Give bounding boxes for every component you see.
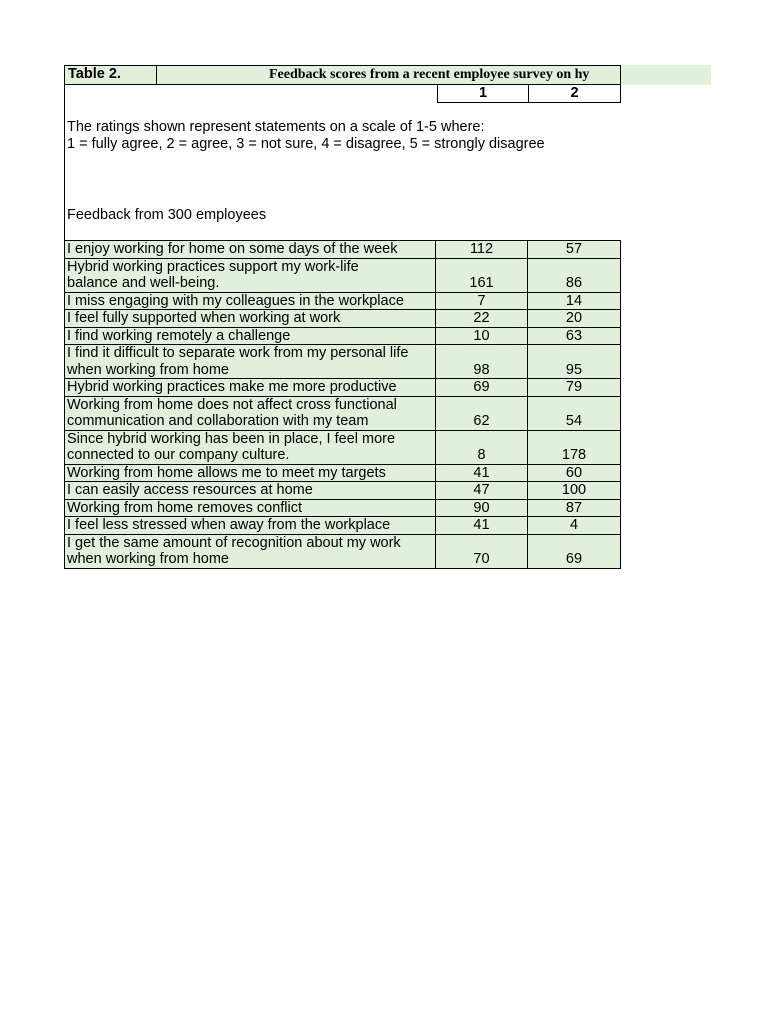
score-agree <box>528 535 620 568</box>
score-value: 100 <box>561 482 587 498</box>
score-fully-agree <box>436 293 528 310</box>
title-highlight-extension <box>621 65 711 85</box>
score-agree <box>528 259 620 292</box>
statement-line: I find working remotely a challenge <box>67 327 291 344</box>
feedback-table <box>64 240 621 569</box>
column-header-1: 1 <box>437 85 529 103</box>
statement-line: communication and collaboration with my team <box>67 413 369 429</box>
table-row <box>65 241 620 259</box>
score-agree <box>528 293 620 310</box>
score-value: 69 <box>473 379 490 395</box>
statement-line: Working from home does not affect cross functional <box>67 396 397 413</box>
table-row <box>65 345 620 379</box>
score-agree <box>528 517 620 534</box>
score-agree <box>528 241 620 258</box>
score-agree <box>528 310 620 327</box>
statement-line: Working from home allows me to meet my targets <box>67 464 386 481</box>
score-agree <box>528 328 620 345</box>
score-value: 22 <box>473 310 490 326</box>
statement-cell <box>65 535 436 568</box>
table-row <box>65 535 620 569</box>
score-value: 57 <box>565 241 583 257</box>
column-header-2: 2 <box>529 85 621 103</box>
statement-cell <box>65 310 436 327</box>
score-fully-agree <box>436 397 528 430</box>
statement-line: Hybrid working practices support my work-life <box>67 258 359 275</box>
score-agree <box>528 431 620 464</box>
score-value: 70 <box>473 551 490 567</box>
score-value: 8 <box>477 447 486 463</box>
statement-line: I enjoy working for home on some days of the week <box>67 241 398 257</box>
score-value: 69 <box>565 551 583 567</box>
statement-line: I feel less stressed when away from the workplace <box>67 517 391 533</box>
survey-sheet <box>64 65 621 569</box>
statement-cell <box>65 328 436 345</box>
statement-line: when working from home <box>67 361 229 378</box>
score-value: 87 <box>565 499 583 516</box>
scale-legend: 1 = fully agree, 2 = agree, 3 = not sure, 4 = disagree, 5 = strongly disagree <box>67 136 545 152</box>
score-agree <box>528 482 620 499</box>
statement-cell <box>65 379 436 396</box>
score-fully-agree <box>436 345 528 378</box>
statement-cell <box>65 517 436 534</box>
score-value: 60 <box>565 464 583 481</box>
score-value: 14 <box>565 292 583 309</box>
intro-block <box>64 85 621 240</box>
table-row <box>65 310 620 328</box>
statement-line: I feel fully supported when working at work <box>67 310 341 326</box>
table-row <box>65 482 620 500</box>
score-fully-agree <box>436 431 528 464</box>
table-row <box>65 500 620 518</box>
score-value: 47 <box>473 482 490 498</box>
scale-description: The ratings shown represent statements on a scale of 1-5 where: <box>67 119 485 135</box>
statement-line: connected to our company culture. <box>67 447 290 463</box>
statement-line: Since hybrid working has been in place, I feel more <box>67 430 396 447</box>
table-row <box>65 259 620 293</box>
statement-line: when working from home <box>67 551 229 567</box>
statement-cell <box>65 293 436 310</box>
score-value: 10 <box>473 327 490 344</box>
score-fully-agree <box>436 482 528 499</box>
column-headers <box>437 85 621 103</box>
score-agree <box>528 465 620 482</box>
score-fully-agree <box>436 517 528 534</box>
score-value: 79 <box>565 379 583 395</box>
score-value: 54 <box>565 413 583 429</box>
score-agree <box>528 500 620 517</box>
statement-line: Working from home removes conflict <box>67 499 303 516</box>
score-fully-agree <box>436 465 528 482</box>
table-row <box>65 465 620 483</box>
statement-cell <box>65 431 436 464</box>
score-value: 86 <box>565 275 583 291</box>
score-agree <box>528 379 620 396</box>
statement-line: balance and well-being. <box>67 275 220 291</box>
statement-line: Hybrid working practices make me more productive <box>67 379 397 395</box>
score-fully-agree <box>436 259 528 292</box>
table-row <box>65 293 620 311</box>
score-fully-agree <box>436 241 528 258</box>
statement-line: I miss engaging with my colleagues in the workplace <box>67 292 404 309</box>
score-value: 63 <box>565 327 583 344</box>
table-row <box>65 397 620 431</box>
score-value: 112 <box>469 241 494 257</box>
score-value: 62 <box>473 413 490 429</box>
score-value: 98 <box>473 361 490 378</box>
score-value: 161 <box>469 275 494 291</box>
table-row <box>65 517 620 535</box>
score-agree <box>528 397 620 430</box>
table-row <box>65 328 620 346</box>
score-value: 178 <box>561 447 587 463</box>
score-value: 20 <box>565 310 583 326</box>
score-value: 41 <box>473 517 490 533</box>
table-row <box>65 431 620 465</box>
statement-cell <box>65 500 436 517</box>
score-fully-agree <box>436 379 528 396</box>
table-label: Table 2. <box>65 66 157 84</box>
statement-line: I find it difficult to separate work from my personal life <box>67 345 409 361</box>
statement-line: I get the same amount of recognition about my work <box>67 534 401 551</box>
sample-size-note: Feedback from 300 employees <box>67 207 267 223</box>
score-agree <box>528 345 620 378</box>
score-value: 7 <box>477 292 486 309</box>
score-value: 41 <box>473 464 490 481</box>
score-fully-agree <box>436 310 528 327</box>
statement-line: I can easily access resources at home <box>67 482 313 498</box>
table-row <box>65 379 620 397</box>
statement-cell <box>65 465 436 482</box>
score-value: 4 <box>569 517 579 533</box>
table-title: Feedback scores from a recent employee survey on hy <box>269 67 590 82</box>
score-fully-agree <box>436 535 528 568</box>
score-fully-agree <box>436 500 528 517</box>
statement-cell <box>65 259 436 292</box>
score-value: 90 <box>473 499 490 516</box>
statement-cell <box>65 345 436 378</box>
statement-cell <box>65 241 436 258</box>
score-value: 95 <box>565 361 583 378</box>
table-header-row <box>64 65 621 85</box>
statement-cell <box>65 397 436 430</box>
statement-cell <box>65 482 436 499</box>
score-fully-agree <box>436 328 528 345</box>
